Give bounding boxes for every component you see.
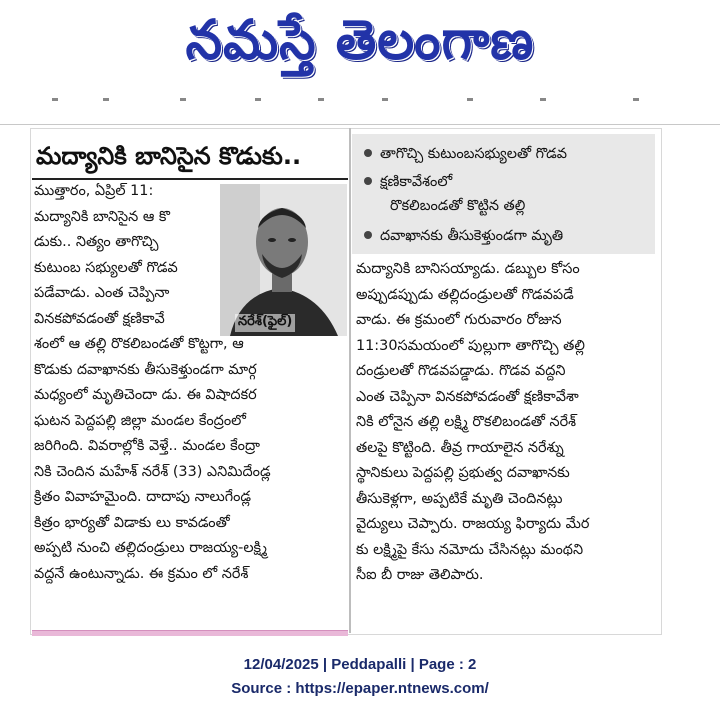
- text-line: సీఐ బీ రాజు తెలిపారు.: [356, 567, 484, 583]
- text-line: ముత్తారం, ఏప్రిల్ 11:: [34, 183, 154, 199]
- text-line: ఘటన పెద్దపల్లి జిల్లా మండల కేంద్రంలో: [34, 412, 246, 429]
- highlight-item: [364, 170, 452, 194]
- text-line: మధ్యంలో మృతిచెందా డు. ఈ విషాదకర: [34, 387, 257, 403]
- text-line: నికి చెందిన మహేశ్ నరేశ్ (33) ఎనిమిదేండ్ల: [34, 463, 271, 480]
- newspaper-logo: నమస్తే తెలంగాణ: [185, 9, 535, 73]
- bullet-dot-icon: [364, 231, 372, 239]
- highlight-text: తాగొచ్చి కుటుంబసభ్యులతో గొడవ: [380, 146, 567, 162]
- text-line: పడేవాడు. ఎంత చెప్పినా: [34, 285, 170, 301]
- text-line: కిత్రం భార్యతో విడాకు లు కావడంతో: [34, 514, 230, 531]
- right-column-body: [356, 257, 656, 589]
- article-headline: మద్యానికి బానిసైన కొడుకు..: [36, 142, 302, 170]
- text-line: కొడుకు దవాఖానకు తీసుకెళ్తుండగా మార్గ: [34, 361, 257, 378]
- masthead-tick-marks: [0, 98, 720, 104]
- text-line: మద్యానికి బానిసయ్యాడు. డబ్బుల కోసం: [356, 261, 580, 277]
- text-line: కు లక్ష్మిపై కేసు నమోదు చేసినట్లు మంథని: [356, 541, 584, 558]
- highlight-item: [364, 224, 563, 248]
- left-column-body: [34, 332, 346, 587]
- highlight-item: [364, 142, 567, 166]
- text-line: వద్దనే ఉంటున్నాడు. ఈ క్రమం లో నరేశ్: [34, 565, 249, 582]
- text-line: డుకు.. నిత్యం తాగొచ్చి: [34, 234, 159, 250]
- highlight-continuation: రొకలిబండతో కొట్టిన తల్లి: [390, 198, 526, 214]
- footer-meta: 12/04/2025 | Peddapalli | Page : 2: [243, 656, 477, 673]
- text-line: క్రితం వివాహమైంది. దాదాపు నాలుగేండ్ల: [34, 489, 252, 505]
- highlights-box: [352, 134, 655, 254]
- text-line: అప్పుడప్పుడు తల్లిదండ్రులతో గొడవపడే: [356, 286, 574, 303]
- text-line: వైద్యులు చెప్పారు. రాజయ్య ఫిర్యాదు మేర: [356, 516, 590, 532]
- highlight-text: దవాఖానకు తీసుకెళ్తుండగా మృతి: [380, 228, 564, 244]
- text-line: జరిగింది. వివరాల్లోకి వెళ్తే.. మండల కేంద్రా: [34, 438, 260, 454]
- left-column-top: [34, 179, 218, 332]
- text-line: తీసుకెళ్లగా, అప్పటికే మృతి చెందినట్లు: [356, 490, 563, 507]
- text-line: తలపై కొట్టింది. తీవ్ర గాయాలైన నరేశ్ను: [356, 439, 564, 456]
- text-line: దండ్రులతో గొడవపడ్డాడు. గొడవ వద్దని: [356, 363, 566, 379]
- photo-caption: నరేశ్(ఫైల్): [235, 314, 295, 332]
- text-line: శంలో ఆ తల్లి రొకలిబండతో కొట్టగా, ఆ: [34, 336, 244, 352]
- text-line: ఎంత చెప్పినా వినకపోవడంతో క్షణికావేశా: [356, 388, 579, 405]
- bullet-dot-icon: [364, 177, 372, 185]
- clipping-bottom-bar: [32, 630, 348, 636]
- footer-source-link[interactable]: Source : https://epaper.ntnews.com/: [231, 680, 489, 697]
- text-line: కుటుంబ సభ్యులతో గొడవ: [34, 259, 178, 276]
- masthead: [0, 0, 720, 95]
- text-line: స్థానికులు పెద్దపల్లి ప్రభుత్వ దవాఖానకు: [356, 465, 570, 481]
- text-line: వినకపోవడంతో క్షణికావే: [34, 310, 165, 327]
- divider: [0, 124, 720, 125]
- text-line: నికి లోనైన తల్లి లక్ష్మి రొకలిబండతో నరేశ్: [356, 414, 577, 430]
- text-line: వాడు. ఈ క్రమంలో గురువారం రోజున: [356, 312, 562, 328]
- text-line: అప్పటి నుంచి తల్లిదండ్రులు రాజయ్య-లక్ష్మి: [34, 540, 268, 556]
- text-line: మద్యానికి బానిసైన ఆ కొ: [34, 208, 171, 225]
- column-divider: [349, 128, 351, 633]
- text-line: 11:30సమయంలో పుల్లుగా తాగొచ్చి తల్లి: [356, 337, 585, 354]
- bullet-dot-icon: [364, 149, 372, 157]
- highlight-text: క్షణికావేశంలో: [380, 174, 453, 190]
